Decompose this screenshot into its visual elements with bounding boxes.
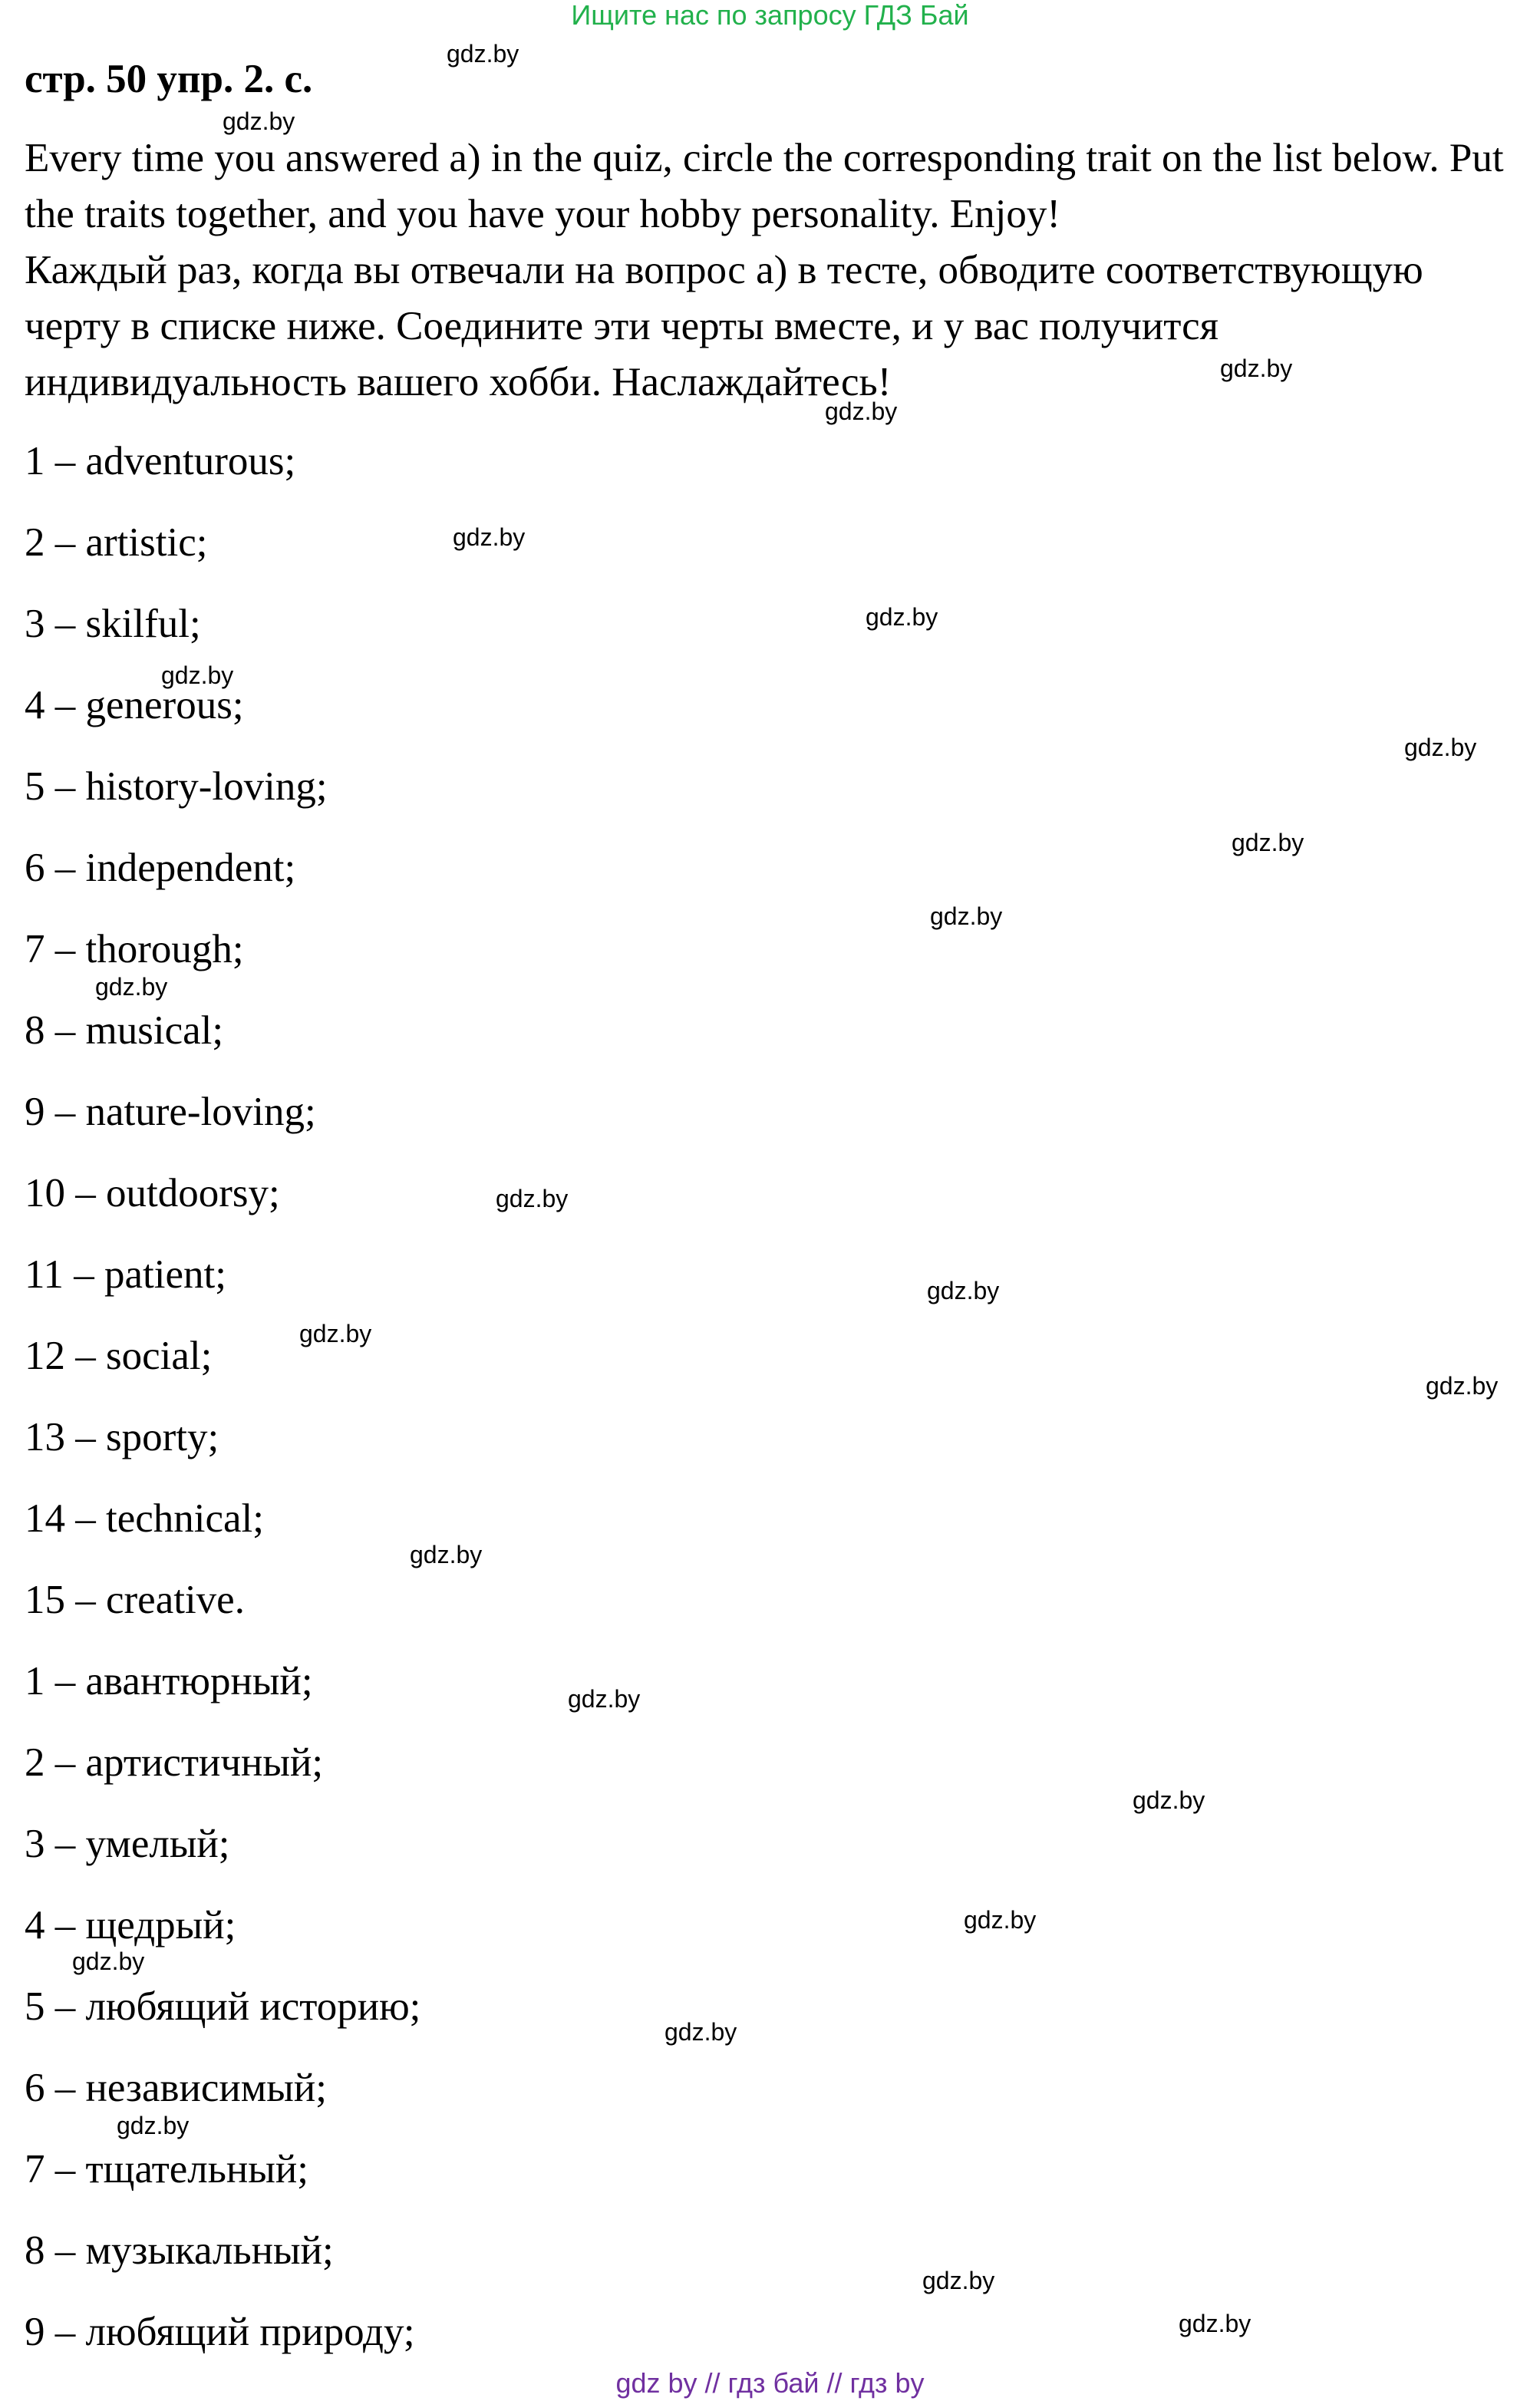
bottom-banner[interactable]: gdz by // гдз бай // гдз by [615, 2367, 925, 2399]
watermark: gdz.by [866, 603, 938, 631]
list-item: 9 – nature-loving; [25, 1090, 316, 1134]
watermark: gdz.by [453, 523, 526, 551]
watermark: gdz.by [1179, 2310, 1251, 2337]
watermark: gdz.by [496, 1185, 569, 1212]
list-item: 1 – авантюрный; [25, 1659, 313, 1703]
list-item: 2 – артистичный; [25, 1740, 324, 1785]
list-item: 4 – щедрый; [25, 1903, 236, 1948]
watermark: gdz.by [299, 1320, 372, 1347]
list-item: 12 – social; [25, 1334, 213, 1378]
watermark: gdz.by [568, 1685, 641, 1713]
watermark: gdz.by [927, 1277, 1000, 1304]
watermark: gdz.by [664, 2018, 737, 2046]
list-item: 15 – creative. [25, 1578, 245, 1622]
watermark: gdz.by [964, 1906, 1037, 1934]
watermark: gdz.by [1426, 1372, 1499, 1400]
watermark: gdz.by [223, 107, 295, 135]
watermark: gdz.by [922, 2267, 995, 2294]
list-item: 6 – независимый; [25, 2066, 328, 2110]
list-item: 13 – sporty; [25, 1415, 219, 1459]
top-banner[interactable]: Ищите нас по запросу ГДЗ Бай [571, 0, 969, 31]
watermark: gdz.by [825, 397, 898, 425]
list-item: 2 – artistic; [25, 520, 208, 565]
list-item: 4 – generous; [25, 683, 244, 727]
watermark: gdz.by [447, 40, 519, 68]
list-item: 14 – technical; [25, 1496, 264, 1541]
list-item: 5 – любящий историю; [25, 1984, 421, 2029]
list-item: 8 – musical; [25, 1008, 224, 1053]
watermark: gdz.by [161, 661, 234, 689]
watermark: gdz.by [117, 2112, 190, 2139]
list-item: 8 – музыкальный; [25, 2228, 334, 2273]
list-item: 7 – тщательный; [25, 2147, 308, 2192]
list-item: 10 – outdoorsy; [25, 1171, 280, 1215]
list-item: 6 – independent; [25, 846, 296, 890]
list-item: 5 – history-loving; [25, 764, 328, 809]
instruction-english: Every time you answered a) in the quiz, circle the corresponding trait on the list below. Put the traits together, and you have your hobby personality. Enjoy! [25, 136, 1504, 236]
watermark: gdz.by [410, 1541, 483, 1568]
list-item: 3 – умелый; [25, 1822, 230, 1866]
instruction-russian: Каждый раз, когда вы отвечали на вопрос а) в тесте, обводите соответствующую черту в списке ниже. Соедините эти черты вместе, и у вас получится индивидуальность вашего хобби. Наслаждайтесь! [25, 248, 1423, 404]
watermark: gdz.by [1220, 355, 1293, 382]
list-item: 3 – skilful; [25, 602, 201, 646]
watermark: gdz.by [930, 902, 1003, 930]
watermark: gdz.by [95, 973, 168, 1001]
list-item: 11 – patient; [25, 1252, 226, 1297]
list-item: 1 – adventurous; [25, 439, 296, 483]
page-title: стр. 50 упр. 2. с. [25, 57, 313, 101]
watermark: gdz.by [1404, 734, 1477, 761]
list-item: 9 – любящий природу; [25, 2310, 415, 2354]
watermark: gdz.by [72, 1948, 145, 1975]
watermark: gdz.by [1133, 1786, 1205, 1814]
watermark: gdz.by [1232, 829, 1304, 856]
list-item: 7 – thorough; [25, 927, 244, 971]
